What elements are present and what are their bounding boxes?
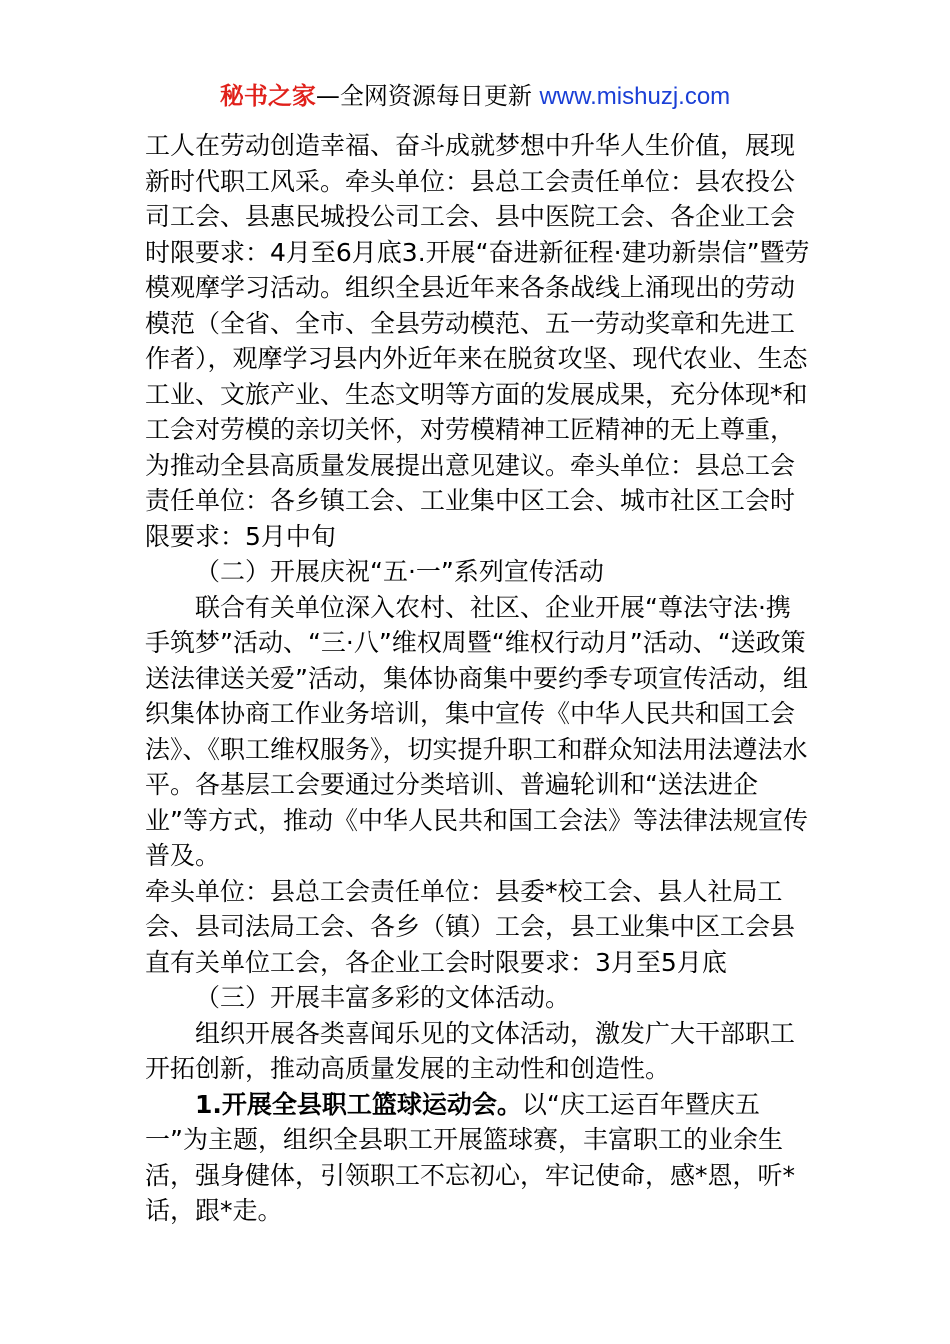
basketball-item-title: 1.开展全县职工篮球运动会。 (195, 1089, 522, 1119)
paragraph-responsible-units: 牵头单位：县总工会责任单位：县委*校工会、县人社局工会、县司法局工会、各乡（镇）工会，县工业集中区工会县直有关单位工会，各企业工会时限要求：3月至5月底 (145, 876, 796, 977)
section-heading-3: （三）开展丰富多彩的文体活动。 (195, 983, 571, 1012)
paragraph-cultural-sports: 组织开展各类喜闻乐见的文体活动，激发广大干部职工开拓创新，推动高质量发展的主动性和创造性。 (145, 1018, 796, 1083)
paragraph-legal-publicity: 联合有关单位深入农村、社区、企业开展“尊法守法·携手筑梦”活动、“三·八”维权周暨“维权行动月”活动、“送政策送法律送关爱”活动，集体协商集中要约季专项宣传活动，组织集体协商工作业务培训，集中宣传《中华人民共和国工会法》、《职工维权服务》，切实提升职工和群众知法用法遵法水平。各基层工会要通过分类培训、普遍轮训和“送法进企业”等方式，推动《中华人民共和国工会法》等法律法规宣传普及。 (145, 592, 808, 870)
header-tagline: —全网资源每日更新 (315, 82, 540, 110)
paragraph-basketball-item (145, 1087, 810, 1229)
basketball-item-body: 以“庆工运百年暨庆五一”为主题，组织全县职工开展篮球赛，丰富职工的业余生活，强身健体，引领职工不忘初心，牢记使命，感*恩，听*话，跟*走。 (145, 1089, 796, 1225)
brand-name: 秘书之家 (219, 82, 316, 110)
section-heading-2: （二）开展庆祝“五·一”系列宣传活动 (195, 557, 604, 586)
site-header (0, 80, 950, 113)
paragraph-labor-model-activity: 工人在劳动创造幸福、奋斗成就梦想中升华人生价值，展现新时代职工风采。牵头单位：县总工会责任单位：县农投公司工会、县惠民城投公司工会、县中医院工会、各企业工会时限要求：4月至6月底3.开展“奋进新征程·建功新崇信”暨劳模观摩学习活动。组织全县近年来各条战线上涌现出的劳动模范（全省、全市、全县劳动模范、五一劳动奖章和先进工作者），观摩学习县内外近年来在脱贫攻坚、现代农业、生态工业、文旅产业、生态文明等方面的发展成果，充分体现*和工会对劳模的亲切关怀，对劳模精神工匠精神的无上尊重，为推动全县高质量发展提出意见建议。牵头单位：县总工会责任单位：各乡镇工会、工业集中区工会、城市社区工会时限要求：5月中旬 (145, 131, 810, 551)
site-url-link[interactable]: www.mishuzj.com (539, 83, 731, 110)
document-body (145, 128, 810, 1229)
